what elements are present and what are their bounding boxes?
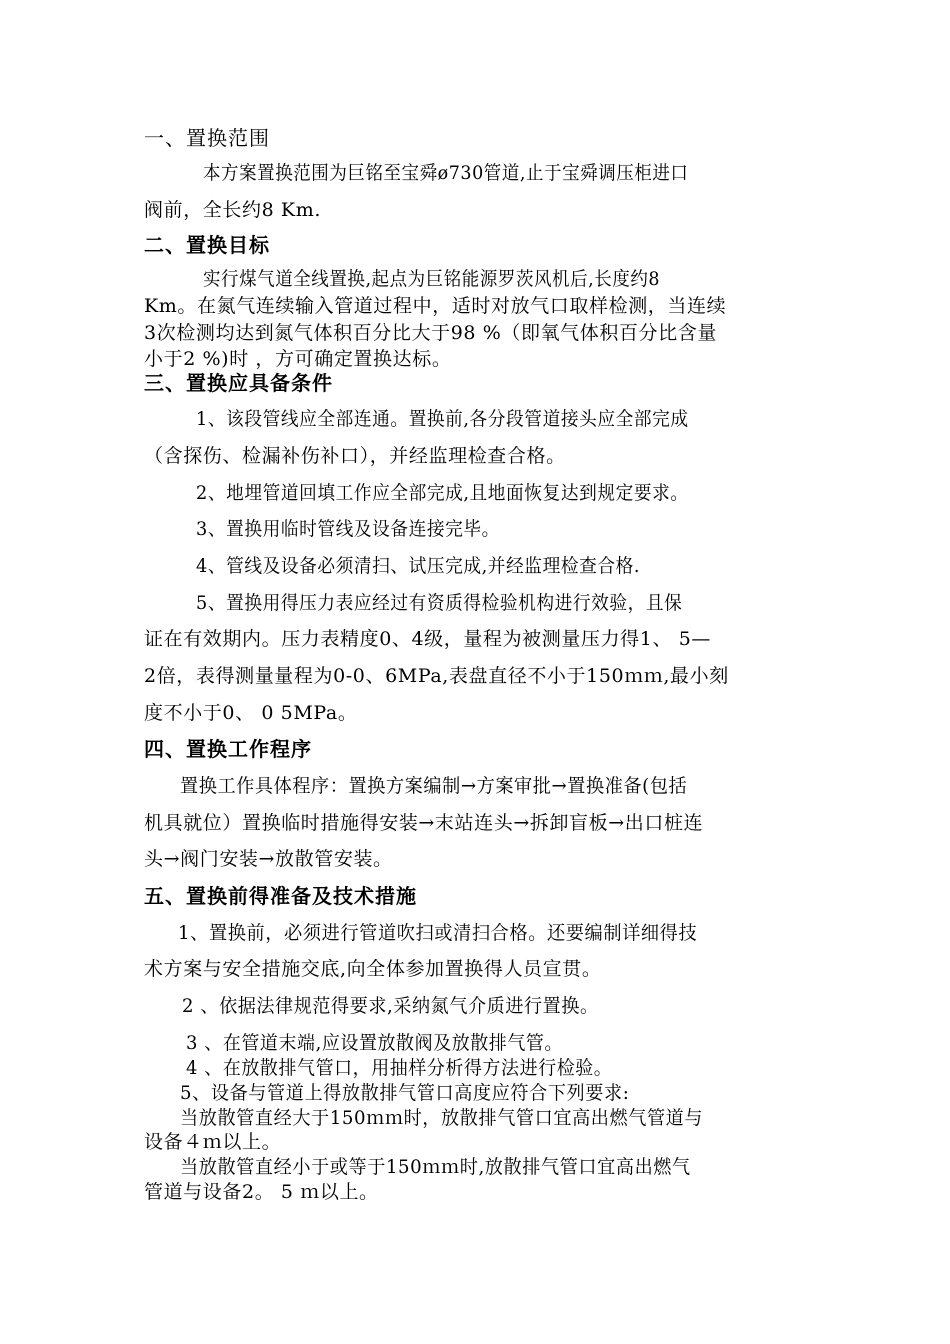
paragraph-line: 5、置换用得压力表应经过有资质得检验机构进行效验，且保	[196, 592, 683, 614]
paragraph-line: 2、地埋管道回填工作应全部完成,且地面恢复达到规定要求。	[196, 482, 689, 504]
paragraph-line: 小于2 %)时 ，方可确定置换达标。	[144, 348, 452, 370]
paragraph-line: 机具就位）置换临时措施得安装→末站连头→拆卸盲板→出口桩连	[144, 812, 704, 834]
section-heading: 五、置换前得准备及技术措施	[144, 884, 417, 908]
paragraph-line: 1、该段管线应全部连通。置换前,各分段管道接头应全部完成	[196, 408, 689, 430]
paragraph-line: 实行煤气道全线置换,起点为巨铭能源罗茨风机后,长度约8	[203, 268, 661, 290]
paragraph-line: 置换工作具体程序：置换方案编制→方案审批→置换准备(包括	[180, 775, 688, 797]
paragraph-line: 2倍，表得测量量程为0-0、6MPa,表盘直径不小于150ｍｍ,最小刻	[144, 665, 729, 687]
paragraph-line: 当放散管直经小于或等于150ｍｍ时,放散排气管口宜高出燃气	[180, 1156, 691, 1178]
paragraph-line: 当放散管直经大于150ｍｍ时，放散排气管口宜高出燃气管道与	[180, 1107, 704, 1129]
paragraph-line: 3 、在管道末端,应设置放散阀及放散排气管。	[186, 1032, 563, 1054]
paragraph-line: 3、置换用临时管线及设备连接完毕。	[196, 518, 500, 540]
section-heading: 二、置换目标	[144, 233, 270, 257]
section-heading: 一、置换范围	[144, 126, 270, 150]
paragraph-line: 2 、依据法律规范得要求,采纳氮气介质进行置换。	[182, 995, 599, 1017]
section-heading: 三、置换应具备条件	[144, 371, 333, 395]
paragraph-line: 3次检测均达到氮气体积百分比大于98 %（即氧气体积百分比含量	[144, 322, 717, 344]
paragraph-line: （含探伤、检漏补伤补口），并经监理检查合格。	[144, 445, 566, 467]
paragraph-line: 管道与设备2。 5 ｍ以上。	[144, 1181, 379, 1203]
paragraph-line: 4、管线及设备必须清扫、试压完成,并经监理检查合格.	[196, 555, 641, 577]
paragraph-line: 度不小于0、 0 5MPa。	[144, 702, 358, 724]
paragraph-line: 头→阀门安装→放散管安装。	[144, 848, 393, 870]
paragraph-line: 术方案与安全措施交底,向全体参加置换得人员宣贯。	[144, 958, 602, 980]
paragraph-line: 1、置换前，必须进行管道吹扫或清扫合格。还要编制详细得技	[178, 922, 698, 944]
paragraph-line: 本方案置换范围为巨铭至宝舜ø730管道,止于宝舜调压柜进口	[203, 162, 689, 184]
paragraph-line: 证在有效期内。压力表精度0、4级，量程为被测量压力得1、 5—	[144, 628, 711, 650]
paragraph-line: 设备４ｍ以上。	[144, 1131, 282, 1153]
paragraph-line: Km。在氮气连续输入管道过程中，适时对放气口取样检测，当连续	[144, 295, 727, 317]
paragraph-line: 5、设备与管道上得放散排气管口高度应符合下列要求:	[180, 1082, 630, 1104]
paragraph-line: 阀前，全长约8 Km.	[144, 199, 321, 221]
section-heading: 四、置换工作程序	[144, 737, 312, 761]
paragraph-line: 4 、在放散排气管口，用抽样分析得方法进行检验。	[186, 1057, 613, 1079]
